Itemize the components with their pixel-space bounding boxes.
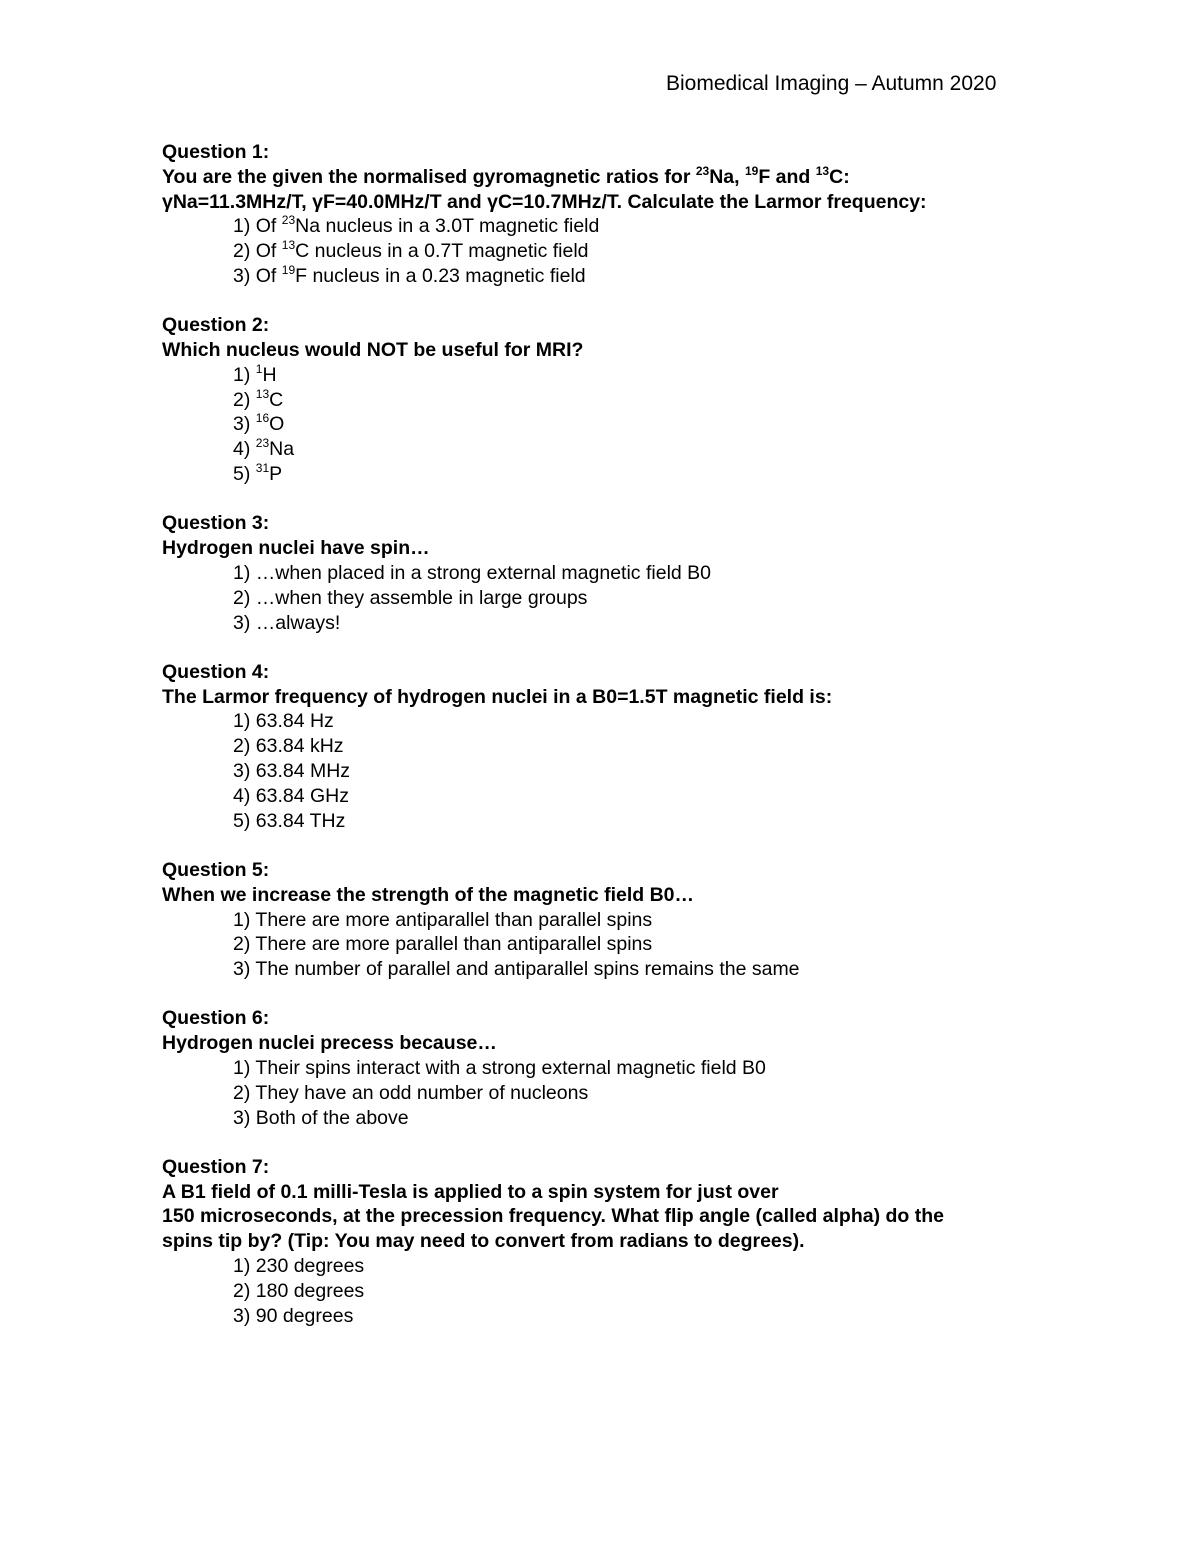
- question-title: Question 1:: [162, 141, 270, 163]
- superscript: 31: [255, 461, 270, 476]
- superscript: 13: [815, 163, 830, 178]
- answer-option: 5) 63.84 THz: [233, 809, 346, 832]
- question-block: [162, 1155, 1062, 1329]
- superscript: 19: [744, 163, 759, 178]
- question-title: Question 3:: [162, 512, 270, 535]
- question-list: [162, 140, 1062, 1353]
- answer-option: 2) …when they assemble in large groups: [233, 586, 588, 609]
- question-block: [162, 1006, 1062, 1130]
- answer-option: 1) There are more antiparallel than parallel spins: [233, 908, 653, 931]
- answer-option: 1) 63.84 Hz: [233, 710, 334, 733]
- question-prompt: You are the given the normalised gyromagnetic ratios for $^{23}$Na, $^{19}$F and $^{13}$C:: [162, 163, 850, 188]
- question-block: [162, 858, 1062, 982]
- question-prompt: Hydrogen nuclei precess because…: [162, 1032, 497, 1055]
- answer-option: 1) $^1$H: [233, 361, 277, 386]
- superscript: 13: [255, 386, 270, 401]
- answer-option: 3) Both of the above: [233, 1106, 409, 1129]
- answer-option: 3) $^{16}$O: [233, 411, 285, 436]
- answer-option: 1) …when placed in a strong external magnetic field B0: [233, 561, 712, 584]
- question-prompt: The Larmor frequency of hydrogen nuclei in a B0=1.5T magnetic field is:: [162, 685, 833, 708]
- question-block: [162, 511, 1062, 635]
- question-prompt: When we increase the strength of the magnetic field B0…: [162, 883, 695, 906]
- question-prompt: spins tip by? (Tip: You may need to convert from radians to degrees).: [162, 1230, 805, 1253]
- answer-option: 1) 230 degrees: [233, 1255, 365, 1278]
- question-prompt: A B1 field of 0.1 milli-Tesla is applied to a spin system for just over: [162, 1180, 779, 1203]
- page-header: Biomedical Imaging – Autumn 2020: [666, 72, 997, 95]
- answer-option: 4) 63.84 GHz: [233, 784, 349, 807]
- answer-option: 2) They have an odd number of nucleons: [233, 1081, 589, 1104]
- answer-option: 3) The number of parallel and antiparallel spins remains the same: [233, 958, 800, 981]
- question-title: Question 6:: [162, 1007, 270, 1030]
- question-title: Question 2:: [162, 314, 270, 337]
- answer-option: 1) Their spins interact with a strong external magnetic field B0: [233, 1057, 766, 1079]
- question-block: [162, 140, 1062, 289]
- question-title: Question 5:: [162, 858, 270, 881]
- answer-option: 3) …always!: [233, 611, 341, 634]
- question-block: [162, 660, 1062, 834]
- answer-option: 2) Of $^{13}$C nucleus in a 0.7T magnetic field: [233, 238, 589, 263]
- superscript: 13: [281, 238, 296, 253]
- answer-option: 1) Of $^{23}$Na nucleus in a 3.0T magnetic field: [233, 213, 600, 238]
- answer-option: 2) $^{13}$C: [233, 386, 284, 411]
- question-prompt: Which nucleus would NOT be useful for MRI?: [162, 339, 584, 362]
- question-prompt: Hydrogen nuclei have spin…: [162, 537, 430, 560]
- answer-option: 5) $^{31}$P: [233, 461, 283, 486]
- question-prompt: γNa=11.3MHz/T, γF=40.0MHz/T and γC=10.7MHz/T. Calculate the Larmor frequency:: [162, 190, 927, 213]
- superscript: 19: [281, 262, 296, 277]
- superscript: 23: [255, 436, 270, 451]
- answer-option: 2) 180 degrees: [233, 1279, 365, 1302]
- answer-option: 3) 90 degrees: [233, 1304, 354, 1327]
- superscript: 23: [695, 163, 710, 178]
- answer-option: 3) 63.84 MHz: [233, 760, 351, 783]
- question-title: Question 4:: [162, 660, 270, 683]
- superscript: 16: [255, 411, 270, 426]
- question-prompt: 150 microseconds, at the precession frequency. What flip angle (called alpha) do the: [162, 1205, 944, 1228]
- answer-option: 3) Of $^{19}$F nucleus in a 0.23 magnetic field: [233, 262, 586, 287]
- answer-option: 2) There are more parallel than antiparallel spins: [233, 933, 653, 956]
- question-title: Question 7:: [162, 1155, 270, 1178]
- question-block: [162, 313, 1062, 487]
- answer-option: 2) 63.84 kHz: [233, 735, 344, 758]
- superscript: 1: [255, 361, 263, 376]
- answer-option: 4) $^{23}$Na: [233, 436, 295, 461]
- superscript: 23: [281, 213, 296, 228]
